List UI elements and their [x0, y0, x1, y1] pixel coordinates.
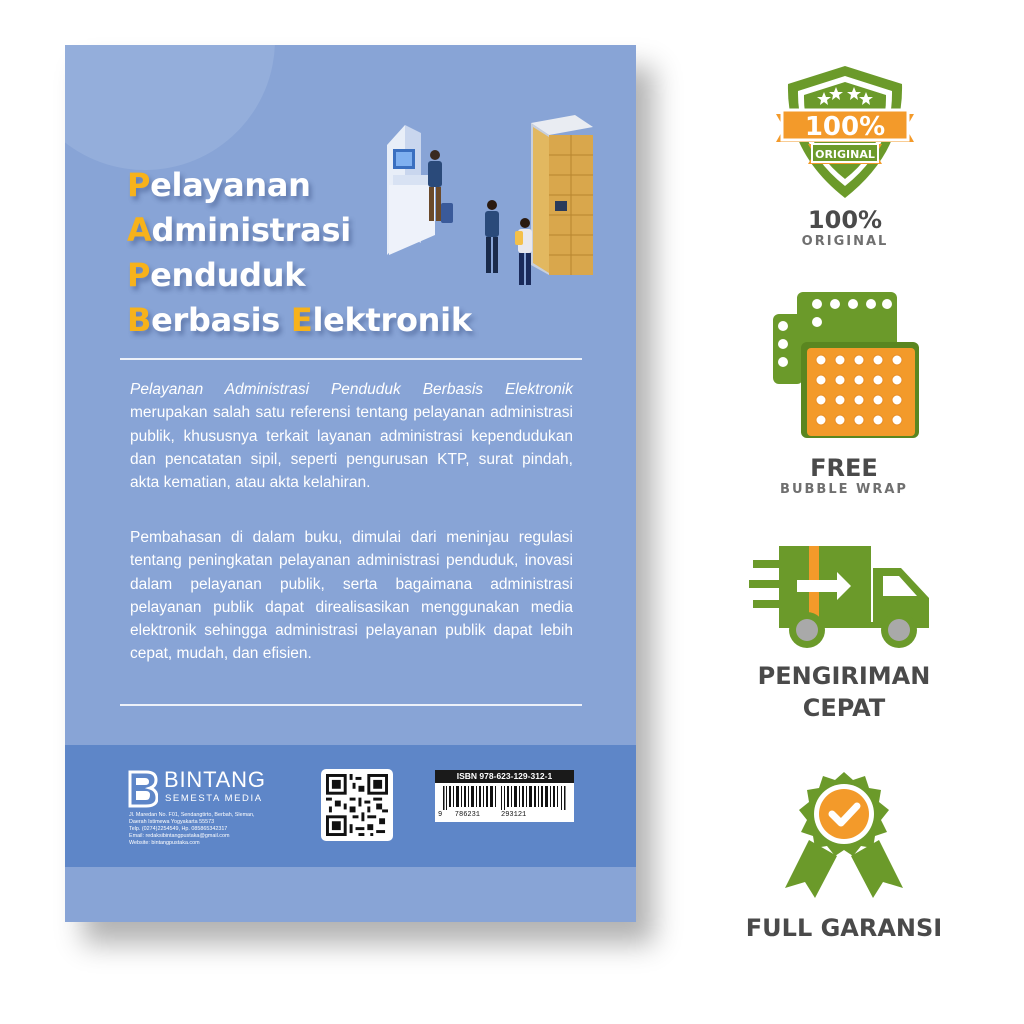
qr-code-icon	[326, 774, 388, 836]
publisher-address: Jl. Maredan No. F01, Sendangtirto, Berbah, Sleman, Daerah Istimewa Yogyakarta 55573 Telp. (0274)2254549, Hp. 085865342317 Email: redaksibintangpustaka@gmail.com Website: bintangpustaka.com	[129, 812, 255, 846]
decorative-circle	[65, 45, 275, 170]
isbn-label: ISBN 978-623-129-312-1	[435, 770, 574, 783]
badge-shipping-title-line2: CEPAT	[802, 694, 886, 722]
publisher-name: BINTANG	[164, 767, 266, 792]
isbn-barcode	[435, 770, 574, 822]
badge-original-title: 100%	[807, 206, 883, 234]
book-back-cover	[65, 45, 636, 922]
isbn-digits: 9 786231 293121	[438, 811, 527, 819]
synopsis-paragraph-1: Pelayanan Administrasi Penduduk Berbasis Elektronik merupakan salah satu referensi tentang pelayanan administrasi publik, khususnya terkait layanan administrasi kependudukan dan pencatatan sipil, seperti pengurusan KTP, surat pindah, akta kematian, atau akta kelahiran.	[130, 381, 573, 492]
seal-ribbon-text: ORIGINAL	[815, 148, 875, 161]
badge-original	[754, 62, 936, 250]
delivery-truck-icon	[749, 542, 939, 654]
badge-warranty-title: FULL GARANSI	[745, 914, 943, 942]
book-title	[127, 163, 472, 343]
warranty-rosette-icon	[779, 770, 909, 898]
badge-fast-shipping	[734, 542, 954, 722]
seal-percent-text: 100%	[804, 112, 886, 142]
publisher-subtitle: SEMESTA MEDIA	[165, 793, 263, 804]
publisher-logo-icon	[128, 770, 158, 808]
badge-bubble-wrap	[744, 290, 944, 498]
shield-100-original-icon	[770, 62, 920, 202]
publisher-band	[65, 745, 636, 867]
badge-shipping-title-line1: PENGIRIMAN	[757, 662, 931, 690]
badge-warranty	[734, 770, 954, 942]
badge-bubble-title: FREE	[810, 454, 878, 482]
synopsis-paragraph-2: Pembahasan di dalam buku, dimulai dari meninjau regulasi tentang peningkatan pelayanan administrasi penduduk, inovasi dalam pelayanan publik, serta bagaimana administrasi pelayanan publik dapat direalisasikan menggunakan media elektronik sehingga administrasi pelayanan publik dapat lebih cepat, mudah, dan efisien.	[130, 529, 573, 663]
bottom-divider	[120, 704, 582, 706]
badge-original-subtitle: ORIGINAL	[801, 234, 889, 249]
title-line-2: Administrasi	[127, 211, 351, 249]
bubble-wrap-icon	[769, 290, 919, 440]
badge-bubble-subtitle: BUBBLE WRAP	[780, 482, 908, 497]
qr-code	[321, 769, 393, 841]
title-line-1: Pelayanan	[127, 166, 311, 204]
top-divider	[120, 358, 582, 360]
title-line-4: Berbasis Elektronik	[127, 301, 472, 339]
title-line-3: Penduduk	[127, 256, 306, 294]
barcode-icon	[443, 786, 568, 810]
